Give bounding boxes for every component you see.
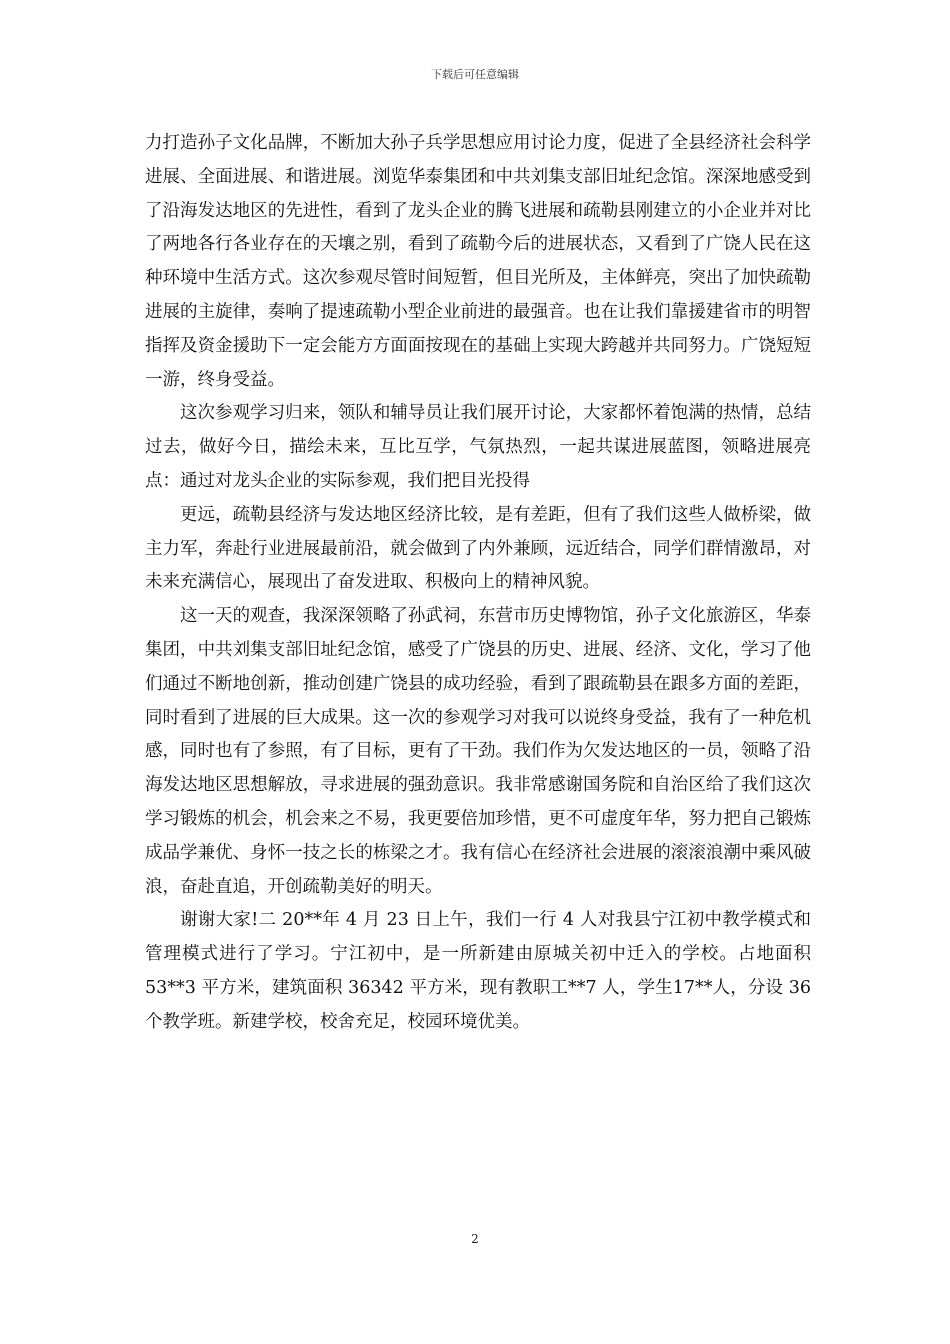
page-number: 2: [471, 1232, 479, 1246]
document-body: [145, 127, 811, 1040]
paragraph: 谢谢大家!二 20**年 4 月 23 日上午，我们一行 4 人对我县宁江初中教学模式和管理模式进行了学习。宁江初中，是一所新建由原城关初中迁入的学校。占地面积 53**3 平方米，建筑面积 36342 平方米，现有教职工**7 人，学生17**人，分设 36 个教学班。新建学校，校舍充足，校园环境优美。: [145, 910, 811, 1032]
page-header: 下载后可任意编辑: [431, 68, 519, 81]
paragraph: 这次参观学习归来，领队和辅导员让我们展开讨论，大家都怀着饱满的热情，总结过去，做好今日，描绘未来，互比互学，气氛热烈，一起共谋进展蓝图，领略进展亮点：通过对龙头企业的实际参观，我们把目光投得: [145, 403, 811, 491]
paragraph: 更远，疏勒县经济与发达地区经济比较，是有差距，但有了我们这些人做桥梁，做主力军，奔赴行业进展最前沿，就会做到了内外兼顾，远近结合，同学们群情激昂，对未来充满信心，展现出了奋发进取、积极向上的精神风貌。: [145, 504, 811, 593]
paragraph: 这一天的观查，我深深领略了孙武祠，东营市历史博物馆，孙子文化旅游区，华泰集团，中共刘集支部旧址纪念馆，感受了广饶县的历史、进展、经济、文化，学习了他们通过不断地创新，推动创建广饶县的成功经验，看到了跟疏勒县在跟多方面的差距，同时看到了进展的巨大成果。这一次的参观学习对我可以说终身受益，我有了一种危机感，同时也有了参照，有了目标，更有了干劲。我们作为欠发达地区的一员，领略了沿海发达地区思想解放，寻求进展的强劲意识。我非常感谢国务院和自治区给了我们这次学习锻炼的机会，机会来之不易，我更要倍加珍惜，更不可虚度年华，努力把自己锻炼成品学兼优、身怀一技之长的栋梁之才。我有信心在经济社会进展的滚滚浪潮中乘风破浪，奋赴直追，开创疏勒美好的明天。: [145, 606, 811, 897]
paragraph: 力打造孙子文化品牌，不断加大孙子兵学思想应用讨论力度，促进了全县经济社会科学进展、全面进展、和谐进展。浏览华泰集团和中共刘集支部旧址纪念馆。深深地感受到了沿海发达地区的先进性，看到了龙头企业的腾飞进展和疏勒县刚建立的小企业并对比了两地各行各业存在的天壤之别，看到了疏勒今后的进展状态，又看到了广饶人民在这种环境中生活方式。这次参观尽管时间短暂，但目光所及，主体鲜亮，突出了加快疏勒进展的主旋律，奏响了提速疏勒小型企业前进的最强音。也在让我们靠援建省市的明智指挥及资金援助下一定会能方方面面按现在的基础上实现大跨越并共同努力。广饶短短一游，终身受益。: [145, 133, 811, 390]
